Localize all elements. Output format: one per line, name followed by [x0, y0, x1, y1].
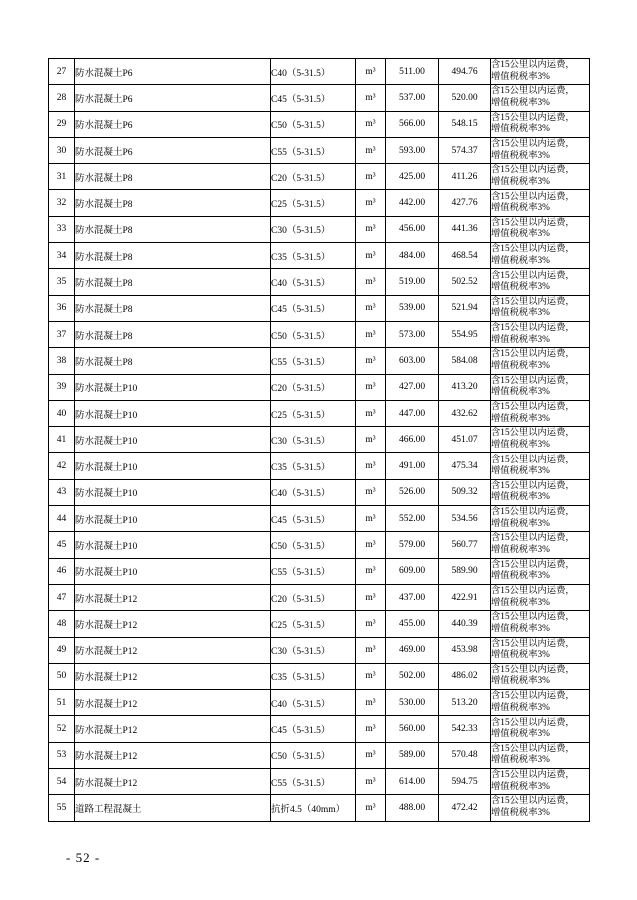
note-cell [491, 716, 590, 742]
table-row [49, 453, 590, 479]
unit-cell: m³ [356, 663, 386, 689]
price-a-cell: 455.00 [386, 611, 439, 637]
spec-cell: C50（5-31.5） [271, 111, 356, 137]
material-name-cell: 防水混凝土P12 [75, 769, 271, 795]
unit-cell: m³ [356, 243, 386, 269]
row-number-cell: 31 [49, 164, 75, 190]
price-a-cell: 552.00 [386, 506, 439, 532]
spec-cell: C20（5-31.5） [271, 164, 356, 190]
spec-cell: C30（5-31.5） [271, 637, 356, 663]
spec-cell: C55（5-31.5） [271, 137, 356, 163]
row-number-cell: 53 [49, 742, 75, 768]
note-line: 增值税税率3% [491, 334, 550, 345]
price-a-cell: 437.00 [386, 584, 439, 610]
table-row [49, 663, 590, 689]
table-row [49, 795, 590, 821]
table-row [49, 742, 590, 768]
table-row [49, 558, 590, 584]
spec-cell: C40（5-31.5） [271, 269, 356, 295]
note-cell [491, 269, 590, 295]
row-number-cell: 32 [49, 190, 75, 216]
price-a-cell: 526.00 [386, 479, 439, 505]
material-name-cell: 防水混凝土P10 [75, 453, 271, 479]
price-a-cell: 488.00 [386, 795, 439, 821]
note-cell [491, 558, 590, 584]
row-number-cell: 34 [49, 243, 75, 269]
note-cell [491, 479, 590, 505]
price-b-cell: 451.07 [439, 427, 491, 453]
note-line: 增值税税率3% [491, 807, 550, 818]
row-number-cell: 48 [49, 611, 75, 637]
table-row [49, 584, 590, 610]
spec-cell: C20（5-31.5） [271, 374, 356, 400]
note-line: 增值税税率3% [491, 623, 550, 634]
row-number-cell: 36 [49, 295, 75, 321]
note-line: 增值税税率3% [491, 650, 550, 661]
price-a-cell: 519.00 [386, 269, 439, 295]
unit-cell: m³ [356, 769, 386, 795]
table-row [49, 479, 590, 505]
note-line: 增值税税率3% [491, 229, 550, 240]
price-a-cell: 502.00 [386, 663, 439, 689]
table-row [49, 427, 590, 453]
note-line: 含15公里以内运费， [491, 717, 575, 728]
note-cell [491, 295, 590, 321]
row-number-cell: 42 [49, 453, 75, 479]
material-name-cell: 防水混凝土P8 [75, 321, 271, 347]
price-a-cell: 560.00 [386, 716, 439, 742]
material-name-cell: 防水混凝土P10 [75, 558, 271, 584]
note-line: 含15公里以内运费， [491, 480, 575, 491]
price-a-cell: 484.00 [386, 243, 439, 269]
note-line: 含15公里以内运费， [491, 586, 575, 597]
note-line: 增值税税率3% [491, 676, 550, 687]
price-a-cell: 456.00 [386, 216, 439, 242]
note-line: 含15公里以内运费， [491, 612, 575, 623]
note-cell [491, 532, 590, 558]
spec-cell: C25（5-31.5） [271, 190, 356, 216]
unit-cell: m³ [356, 558, 386, 584]
note-line: 含15公里以内运费， [491, 770, 575, 781]
material-name-cell: 防水混凝土P8 [75, 216, 271, 242]
material-name-cell: 防水混凝土P8 [75, 348, 271, 374]
row-number-cell: 40 [49, 400, 75, 426]
note-line: 含15公里以内运费， [491, 349, 575, 360]
note-line: 增值税税率3% [491, 308, 550, 319]
price-b-cell: 589.90 [439, 558, 491, 584]
note-cell [491, 164, 590, 190]
note-line: 含15公里以内运费， [491, 139, 575, 150]
material-name-cell: 防水混凝土P12 [75, 690, 271, 716]
price-a-cell: 442.00 [386, 190, 439, 216]
table-row [49, 111, 590, 137]
price-a-cell: 537.00 [386, 85, 439, 111]
table-row [49, 59, 590, 85]
price-a-cell: 466.00 [386, 427, 439, 453]
price-b-cell: 440.39 [439, 611, 491, 637]
note-line: 增值税税率3% [491, 597, 550, 608]
note-cell [491, 190, 590, 216]
price-b-cell: 472.42 [439, 795, 491, 821]
spec-cell: C20（5-31.5） [271, 584, 356, 610]
spec-cell: C50（5-31.5） [271, 321, 356, 347]
price-b-cell: 584.08 [439, 348, 491, 374]
note-cell [491, 137, 590, 163]
price-a-cell: 469.00 [386, 637, 439, 663]
note-line: 增值税税率3% [491, 97, 550, 108]
price-b-cell: 594.75 [439, 769, 491, 795]
note-line: 含15公里以内运费， [491, 191, 575, 202]
spec-cell: C25（5-31.5） [271, 400, 356, 426]
price-a-cell: 593.00 [386, 137, 439, 163]
spec-cell: C35（5-31.5） [271, 243, 356, 269]
price-a-cell: 511.00 [386, 59, 439, 85]
row-number-cell: 30 [49, 137, 75, 163]
price-b-cell: 574.37 [439, 137, 491, 163]
price-b-cell: 486.02 [439, 663, 491, 689]
price-b-cell: 509.32 [439, 479, 491, 505]
page-number: - 52 - [66, 850, 101, 865]
note-line: 增值税税率3% [491, 571, 550, 582]
note-line: 含15公里以内运费， [491, 533, 575, 544]
price-b-cell: 453.98 [439, 637, 491, 663]
row-number-cell: 35 [49, 269, 75, 295]
material-name-cell: 防水混凝土P8 [75, 190, 271, 216]
note-cell [491, 506, 590, 532]
spec-cell: C45（5-31.5） [271, 85, 356, 111]
material-name-cell: 防水混凝土P10 [75, 532, 271, 558]
unit-cell: m³ [356, 111, 386, 137]
material-name-cell: 防水混凝土P8 [75, 164, 271, 190]
price-a-cell: 589.00 [386, 742, 439, 768]
unit-cell: m³ [356, 532, 386, 558]
note-cell [491, 59, 590, 85]
table-row [49, 506, 590, 532]
spec-cell: C55（5-31.5） [271, 348, 356, 374]
price-a-cell: 609.00 [386, 558, 439, 584]
material-name-cell: 防水混凝土P8 [75, 243, 271, 269]
table-row [49, 348, 590, 374]
unit-cell: m³ [356, 479, 386, 505]
note-line: 增值税税率3% [491, 729, 550, 740]
unit-cell: m³ [356, 216, 386, 242]
note-line: 含15公里以内运费， [491, 165, 575, 176]
note-cell [491, 348, 590, 374]
table-row [49, 85, 590, 111]
unit-cell: m³ [356, 427, 386, 453]
spec-cell: 抗折4.5（40mm） [271, 795, 356, 821]
note-cell [491, 400, 590, 426]
note-line: 含15公里以内运费， [491, 559, 575, 570]
material-name-cell: 防水混凝土P6 [75, 59, 271, 85]
note-line: 增值税税率3% [491, 702, 550, 713]
unit-cell: m³ [356, 716, 386, 742]
note-cell [491, 637, 590, 663]
spec-cell: C35（5-31.5） [271, 663, 356, 689]
note-line: 含15公里以内运费， [491, 507, 575, 518]
note-line: 增值税税率3% [491, 755, 550, 766]
row-number-cell: 41 [49, 427, 75, 453]
table-row [49, 769, 590, 795]
row-number-cell: 52 [49, 716, 75, 742]
note-line: 含15公里以内运费， [491, 691, 575, 702]
unit-cell: m³ [356, 137, 386, 163]
note-line: 增值税税率3% [491, 360, 550, 371]
note-line: 含15公里以内运费， [491, 86, 575, 97]
price-b-cell: 520.00 [439, 85, 491, 111]
material-name-cell: 防水混凝土P10 [75, 506, 271, 532]
note-line: 增值税税率3% [491, 544, 550, 555]
spec-cell: C40（5-31.5） [271, 690, 356, 716]
note-line: 含15公里以内运费， [491, 454, 575, 465]
price-b-cell: 548.15 [439, 111, 491, 137]
table-row [49, 611, 590, 637]
spec-cell: C40（5-31.5） [271, 59, 356, 85]
spec-cell: C55（5-31.5） [271, 558, 356, 584]
note-cell [491, 690, 590, 716]
note-line: 含15公里以内运费， [491, 244, 575, 255]
price-a-cell: 491.00 [386, 453, 439, 479]
unit-cell: m³ [356, 295, 386, 321]
material-name-cell: 防水混凝土P8 [75, 295, 271, 321]
price-b-cell: 570.48 [439, 742, 491, 768]
unit-cell: m³ [356, 506, 386, 532]
row-number-cell: 39 [49, 374, 75, 400]
material-name-cell: 防水混凝土P10 [75, 479, 271, 505]
note-cell [491, 85, 590, 111]
price-a-cell: 425.00 [386, 164, 439, 190]
spec-cell: C30（5-31.5） [271, 216, 356, 242]
row-number-cell: 46 [49, 558, 75, 584]
price-a-cell: 579.00 [386, 532, 439, 558]
spec-cell: C45（5-31.5） [271, 506, 356, 532]
price-b-cell: 534.56 [439, 506, 491, 532]
row-number-cell: 28 [49, 85, 75, 111]
row-number-cell: 27 [49, 59, 75, 85]
table-row [49, 532, 590, 558]
material-name-cell: 防水混凝土P12 [75, 716, 271, 742]
price-b-cell: 427.76 [439, 190, 491, 216]
table-row [49, 243, 590, 269]
spec-cell: C25（5-31.5） [271, 611, 356, 637]
price-a-cell: 539.00 [386, 295, 439, 321]
table-row [49, 295, 590, 321]
material-name-cell: 防水混凝土P12 [75, 611, 271, 637]
table-row [49, 190, 590, 216]
table-row [49, 321, 590, 347]
unit-cell: m³ [356, 348, 386, 374]
note-line: 增值税税率3% [491, 255, 550, 266]
price-a-cell: 530.00 [386, 690, 439, 716]
spec-cell: C50（5-31.5） [271, 532, 356, 558]
unit-cell: m³ [356, 611, 386, 637]
row-number-cell: 51 [49, 690, 75, 716]
table-row [49, 216, 590, 242]
price-b-cell: 542.33 [439, 716, 491, 742]
unit-cell: m³ [356, 321, 386, 347]
price-table-body [49, 59, 590, 822]
price-a-cell: 614.00 [386, 769, 439, 795]
table-row [49, 137, 590, 163]
note-line: 增值税税率3% [491, 71, 550, 82]
price-b-cell: 502.52 [439, 269, 491, 295]
price-b-cell: 441.36 [439, 216, 491, 242]
row-number-cell: 50 [49, 663, 75, 689]
note-line: 增值税税率3% [491, 150, 550, 161]
note-line: 增值税税率3% [491, 518, 550, 529]
price-a-cell: 566.00 [386, 111, 439, 137]
price-a-cell: 427.00 [386, 374, 439, 400]
row-number-cell: 44 [49, 506, 75, 532]
material-name-cell: 道路工程混凝土 [75, 795, 271, 821]
unit-cell: m³ [356, 269, 386, 295]
price-b-cell: 468.54 [439, 243, 491, 269]
spec-cell: C45（5-31.5） [271, 295, 356, 321]
note-line: 含15公里以内运费， [491, 743, 575, 754]
unit-cell: m³ [356, 453, 386, 479]
note-line: 增值税税率3% [491, 203, 550, 214]
row-number-cell: 33 [49, 216, 75, 242]
row-number-cell: 47 [49, 584, 75, 610]
unit-cell: m³ [356, 374, 386, 400]
table-row [49, 269, 590, 295]
spec-cell: C55（5-31.5） [271, 769, 356, 795]
note-line: 增值税税率3% [491, 466, 550, 477]
note-cell [491, 111, 590, 137]
note-cell [491, 321, 590, 347]
unit-cell: m³ [356, 690, 386, 716]
row-number-cell: 45 [49, 532, 75, 558]
table-row [49, 374, 590, 400]
material-name-cell: 防水混凝土P10 [75, 427, 271, 453]
price-b-cell: 422.91 [439, 584, 491, 610]
row-number-cell: 54 [49, 769, 75, 795]
table-row [49, 716, 590, 742]
unit-cell: m³ [356, 584, 386, 610]
note-line: 增值税税率3% [491, 176, 550, 187]
price-a-cell: 447.00 [386, 400, 439, 426]
note-cell [491, 216, 590, 242]
note-line: 含15公里以内运费， [491, 60, 575, 71]
price-b-cell: 513.20 [439, 690, 491, 716]
material-name-cell: 防水混凝土P12 [75, 637, 271, 663]
note-cell [491, 374, 590, 400]
material-name-cell: 防水混凝土P10 [75, 374, 271, 400]
price-b-cell: 494.76 [439, 59, 491, 85]
unit-cell: m³ [356, 400, 386, 426]
note-cell [491, 243, 590, 269]
row-number-cell: 43 [49, 479, 75, 505]
note-line: 增值税税率3% [491, 492, 550, 503]
note-cell [491, 584, 590, 610]
note-cell [491, 427, 590, 453]
price-b-cell: 560.77 [439, 532, 491, 558]
material-name-cell: 防水混凝土P6 [75, 137, 271, 163]
spec-cell: C50（5-31.5） [271, 742, 356, 768]
row-number-cell: 49 [49, 637, 75, 663]
price-b-cell: 411.26 [439, 164, 491, 190]
note-line: 含15公里以内运费， [491, 270, 575, 281]
table-row [49, 690, 590, 716]
note-line: 含15公里以内运费， [491, 638, 575, 649]
note-cell [491, 769, 590, 795]
note-line: 含15公里以内运费， [491, 296, 575, 307]
note-cell [491, 742, 590, 768]
note-cell [491, 795, 590, 821]
material-name-cell: 防水混凝土P6 [75, 111, 271, 137]
unit-cell: m³ [356, 85, 386, 111]
spec-cell: C45（5-31.5） [271, 716, 356, 742]
note-line: 含15公里以内运费， [491, 402, 575, 412]
price-b-cell: 432.62 [439, 400, 491, 426]
unit-cell: m³ [356, 190, 386, 216]
table-row [49, 400, 590, 426]
unit-cell: m³ [356, 795, 386, 821]
spec-cell: C30（5-31.5） [271, 427, 356, 453]
price-table [48, 58, 590, 822]
note-cell [491, 663, 590, 689]
row-number-cell: 55 [49, 795, 75, 821]
row-number-cell: 29 [49, 111, 75, 137]
material-name-cell: 防水混凝土P6 [75, 85, 271, 111]
note-line: 含15公里以内运费， [491, 375, 575, 386]
unit-cell: m³ [356, 164, 386, 190]
note-line: 增值税税率3% [491, 781, 550, 792]
unit-cell: m³ [356, 742, 386, 768]
note-line: 增值税税率3% [491, 439, 550, 450]
note-line: 增值税税率3% [491, 413, 550, 424]
note-line: 含15公里以内运费， [491, 323, 575, 334]
note-line: 增值税税率3% [491, 387, 550, 398]
price-b-cell: 413.20 [439, 374, 491, 400]
unit-cell: m³ [356, 637, 386, 663]
material-name-cell: 防水混凝土P10 [75, 400, 271, 426]
price-b-cell: 554.95 [439, 321, 491, 347]
unit-cell: m³ [356, 59, 386, 85]
note-line: 含15公里以内运费， [491, 217, 575, 228]
note-cell [491, 453, 590, 479]
note-cell [491, 611, 590, 637]
material-name-cell: 防水混凝土P8 [75, 269, 271, 295]
price-a-cell: 573.00 [386, 321, 439, 347]
row-number-cell: 38 [49, 348, 75, 374]
note-line: 含15公里以内运费， [491, 428, 575, 439]
spec-cell: C35（5-31.5） [271, 453, 356, 479]
note-line: 含15公里以内运费， [491, 664, 575, 675]
material-name-cell: 防水混凝土P12 [75, 663, 271, 689]
note-line: 增值税税率3% [491, 124, 550, 135]
note-line: 含15公里以内运费， [491, 112, 575, 123]
note-line: 增值税税率3% [491, 282, 550, 293]
price-b-cell: 475.34 [439, 453, 491, 479]
note-line: 含15公里以内运费， [491, 796, 575, 807]
table-row [49, 164, 590, 190]
material-name-cell: 防水混凝土P12 [75, 584, 271, 610]
price-a-cell: 603.00 [386, 348, 439, 374]
spec-cell: C40（5-31.5） [271, 479, 356, 505]
table-row [49, 637, 590, 663]
row-number-cell: 37 [49, 321, 75, 347]
material-name-cell: 防水混凝土P12 [75, 742, 271, 768]
price-b-cell: 521.94 [439, 295, 491, 321]
